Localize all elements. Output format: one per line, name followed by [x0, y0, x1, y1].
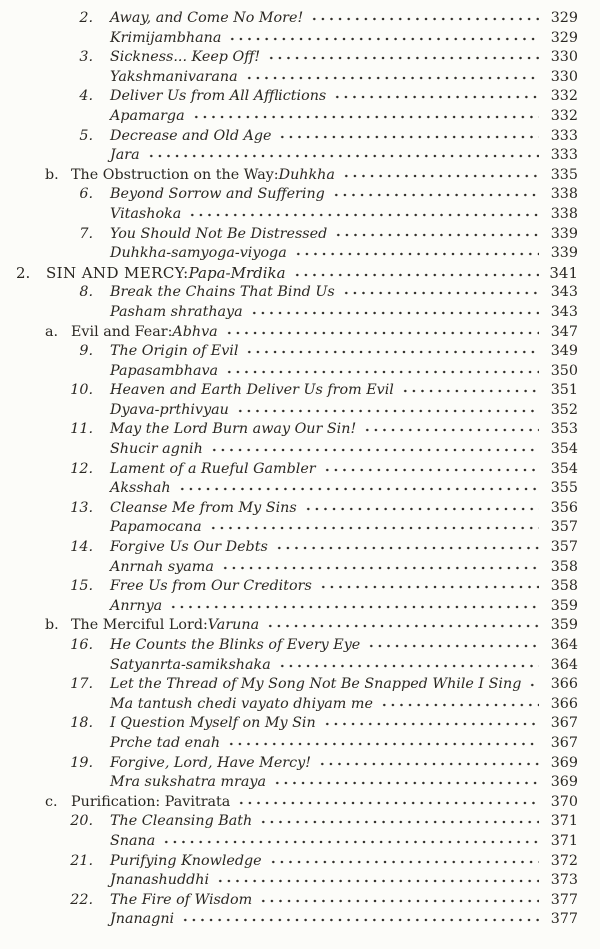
dot-leader — [225, 323, 539, 336]
entry-marker: 13. — [70, 499, 93, 516]
dot-leader — [209, 518, 539, 531]
entry-title-italic: Pasham shrathaya — [110, 303, 243, 320]
toc-row-subtitle — [16, 205, 578, 225]
toc-row-subtitle — [16, 107, 578, 127]
dot-leader — [278, 127, 539, 140]
entry-marker: 8. — [79, 284, 93, 301]
entry-title-italic: Deliver Us from All Afflictions — [110, 88, 327, 105]
entry-page-number: 364 — [550, 656, 578, 673]
entry-marker: 18. — [70, 715, 93, 732]
dot-leader — [192, 107, 539, 120]
dot-leader — [269, 852, 539, 865]
entry-page-number: 332 — [550, 107, 578, 124]
entry-title-italic: Purifying Knowledge — [110, 852, 262, 869]
dot-leader — [293, 265, 539, 278]
entry-marker: 5. — [79, 127, 93, 144]
entry-title-italic: Dyava-prthivyau — [110, 401, 229, 418]
entry-title-italic: Aksshah — [110, 480, 171, 497]
toc-row-hymn — [16, 891, 578, 911]
entry-marker: 7. — [79, 225, 93, 242]
toc-row-subtitle — [16, 734, 578, 754]
entry-page-number: 338 — [550, 205, 578, 222]
dot-leader — [216, 871, 539, 884]
entry-title-italic: Anrnah syama — [110, 558, 214, 575]
toc-row-subtitle — [16, 68, 578, 88]
dot-leader — [380, 695, 539, 708]
dot-leader — [342, 166, 539, 179]
entry-marker: 3. — [79, 49, 93, 66]
dot-leader — [367, 636, 539, 649]
entry-title-italic: Papasambhava — [110, 362, 219, 379]
dot-leader — [363, 420, 539, 433]
toc-row-hymn — [16, 185, 578, 205]
dot-leader — [334, 225, 539, 238]
entry-title-italic: The Cleansing Bath — [110, 813, 253, 830]
entry-page-number: 357 — [550, 519, 578, 536]
entry-title-italic: Anrnya — [110, 597, 163, 614]
toc-row-subtitle — [16, 244, 578, 264]
entry-marker: 4. — [79, 88, 93, 105]
entry-page-number: 329 — [550, 10, 578, 26]
toc-row-chapter — [16, 264, 578, 284]
entry-title-italic: Forgive, Lord, Have Mercy! — [110, 754, 311, 771]
entry-title-italic: Vitashoka — [110, 205, 182, 222]
entry-title-italic: Lament of a Rueful Gambler — [110, 460, 316, 477]
dot-leader — [259, 891, 539, 904]
entry-title-italic: Yakshmanivarana — [110, 68, 238, 85]
entry-page-number: 339 — [550, 245, 578, 262]
entry-page-number: 338 — [550, 186, 578, 203]
toc-row-hymn — [16, 283, 578, 303]
entry-marker: 2. — [79, 10, 93, 26]
entry-marker: 11. — [70, 421, 93, 438]
entry-title-italic: Krimijambhana — [110, 29, 222, 46]
entry-marker: 2. — [16, 263, 31, 282]
toc-row-hymn — [16, 577, 578, 597]
entry-title-italic: Satyanrta-samikshaka — [110, 656, 271, 673]
entry-page-number: 364 — [550, 637, 578, 653]
dot-leader — [318, 754, 539, 767]
dot-leader — [266, 616, 539, 629]
entry-page-number: 333 — [550, 147, 578, 164]
entry-marker: 6. — [79, 186, 93, 203]
entry-page-number: 351 — [550, 382, 578, 399]
entry-title-italic: Prche tad enah — [110, 734, 221, 751]
entry-marker: 20. — [70, 813, 93, 830]
entry-title-italic: Apamarga — [110, 107, 185, 124]
entry-marker: 12. — [70, 460, 93, 477]
entry-title-italic: Away, and Come No More! — [110, 10, 304, 26]
entry-marker: b. — [45, 617, 59, 634]
dot-leader — [228, 29, 539, 42]
entry-page-number: 354 — [550, 460, 578, 477]
dot-leader — [333, 87, 539, 100]
entry-title-italic: Break the Chains That Bind Us — [110, 284, 335, 301]
entry-marker: 15. — [70, 578, 93, 595]
toc-row-subtitle — [16, 440, 578, 460]
entry-title-italic: Mra sukshatra mraya — [110, 774, 266, 791]
entry-title-italic: Duhkha-samyoga-viyoga — [110, 245, 287, 262]
entry-title-italic: I Question Myself on My Sin — [110, 715, 316, 732]
entry-title-italic: Heaven and Earth Deliver Us from Evil — [110, 382, 394, 399]
dot-leader — [237, 793, 539, 806]
dot-leader — [294, 244, 539, 257]
dot-leader — [278, 656, 539, 669]
dot-leader — [227, 734, 539, 747]
entry-title-italic: Sickness... Keep Off! — [110, 49, 261, 66]
dot-leader — [225, 362, 539, 375]
toc-row-hymn — [16, 127, 578, 147]
entry-title-italic: Duhkha — [278, 166, 335, 183]
entry-page-number: 359 — [550, 597, 578, 614]
dot-leader — [178, 479, 539, 492]
toc-row-hymn — [16, 812, 578, 832]
entry-title-roman: Purification: Pavitrata — [71, 793, 231, 810]
entry-title-italic: Ma tantush chedi vayato dhiyam me — [110, 695, 373, 712]
entry-title-italic: Snana — [110, 832, 156, 849]
entry-marker: 16. — [70, 637, 93, 653]
entry-page-number: 359 — [550, 617, 578, 634]
dot-leader — [332, 185, 539, 198]
entry-page-number: 335 — [550, 166, 578, 183]
toc-row-hymn — [16, 420, 578, 440]
entry-marker: b. — [45, 166, 59, 183]
dot-leader — [169, 597, 539, 610]
toc-row-subtitle — [16, 832, 578, 852]
dot-leader — [401, 381, 539, 394]
toc-row-section — [16, 323, 578, 343]
entry-page-number: 347 — [550, 323, 578, 340]
toc-row-hymn — [16, 499, 578, 519]
toc-row-subtitle — [16, 871, 578, 891]
dot-leader — [162, 832, 539, 845]
entry-page-number: 377 — [550, 891, 578, 908]
dot-leader — [259, 812, 539, 825]
toc-row-hymn — [16, 675, 578, 695]
entry-marker: 10. — [70, 382, 93, 399]
entry-page-number: 330 — [550, 49, 578, 66]
entry-page-number: 350 — [550, 362, 578, 379]
toc-row-subtitle — [16, 29, 578, 49]
entry-page-number: 372 — [550, 852, 578, 869]
toc-row-subtitle — [16, 518, 578, 538]
entry-title-italic: Varuna — [207, 617, 260, 634]
toc-row-hymn — [16, 342, 578, 362]
entry-page-number: 330 — [550, 68, 578, 85]
entry-title-italic: Jnanashuddhi — [110, 872, 210, 889]
dot-leader — [528, 675, 539, 688]
dot-leader — [323, 460, 539, 473]
entry-page-number: 357 — [550, 539, 578, 556]
entry-page-number: 367 — [550, 715, 578, 732]
entry-title-italic: Papamocana — [110, 519, 202, 536]
entry-title-italic: Decrease and Old Age — [110, 127, 272, 144]
dot-leader — [245, 342, 539, 355]
entry-page-number: 371 — [550, 832, 578, 849]
entry-page-number: 366 — [550, 676, 578, 693]
entry-page-number: 354 — [550, 441, 578, 458]
toc-row-hymn — [16, 636, 578, 656]
entry-title-italic: Let the Thread of My Song Not Be Snapped While I Sing — [110, 676, 522, 693]
toc-row-hymn — [16, 714, 578, 734]
toc-row-subtitle — [16, 401, 578, 421]
toc-row-section — [16, 166, 578, 186]
entry-marker: 19. — [70, 754, 93, 771]
entry-page-number: 366 — [550, 695, 578, 712]
dot-leader — [275, 538, 539, 551]
dot-leader — [236, 401, 539, 414]
entry-marker: a. — [45, 323, 59, 340]
entry-title-italic: He Counts the Blinks of Every Eye — [110, 637, 361, 653]
toc-row-subtitle — [16, 910, 578, 930]
dot-leader — [342, 283, 539, 296]
entry-title-italic: Shucir agnih — [110, 441, 203, 458]
entry-page-number: 358 — [550, 558, 578, 575]
entry-page-number: 343 — [550, 284, 578, 301]
toc-row-hymn — [16, 225, 578, 245]
entry-page-number: 370 — [550, 793, 578, 810]
entry-page-number: 352 — [550, 401, 578, 418]
entry-page-number: 358 — [550, 578, 578, 595]
entry-page-number: 332 — [550, 88, 578, 105]
entry-title-roman: The Merciful Lord: — [71, 617, 208, 634]
dot-leader — [310, 9, 539, 22]
entry-title-italic: The Origin of Evil — [110, 343, 239, 360]
toc-row-hymn — [16, 852, 578, 872]
toc-row-hymn — [16, 460, 578, 480]
entry-title-italic: Beyond Sorrow and Suffering — [110, 186, 325, 203]
entry-title-italic: Cleanse Me from My Sins — [110, 499, 297, 516]
entry-marker: c. — [45, 793, 58, 810]
entry-title-roman: The Obstruction on the Way: — [71, 166, 279, 183]
entry-title-italic: Papa-Mrdika — [188, 263, 286, 282]
dot-leader — [250, 303, 539, 316]
toc-row-subtitle — [16, 656, 578, 676]
entry-title-italic: May the Lord Burn away Our Sin! — [110, 421, 357, 438]
entry-page-number: 329 — [550, 29, 578, 46]
toc-row-hymn — [16, 538, 578, 558]
entry-page-number: 333 — [550, 127, 578, 144]
entry-page-number: 356 — [550, 499, 578, 516]
dot-leader — [188, 205, 539, 218]
dot-leader — [304, 499, 539, 512]
toc-row-hymn — [16, 9, 578, 29]
dot-leader — [267, 48, 539, 61]
toc-row-subtitle — [16, 597, 578, 617]
entry-page-number: 355 — [550, 480, 578, 497]
dot-leader — [147, 146, 539, 159]
entry-title-italic: Forgive Us Our Debts — [110, 539, 268, 556]
entry-page-number: 341 — [549, 263, 578, 282]
toc-row-hymn — [16, 381, 578, 401]
entry-page-number: 367 — [550, 734, 578, 751]
entry-title-italic: Jara — [110, 147, 140, 164]
entry-title-roman: Evil and Fear: — [71, 323, 173, 340]
entry-page-number: 369 — [550, 754, 578, 771]
toc-row-hymn — [16, 754, 578, 774]
dot-leader — [181, 910, 539, 923]
toc-row-subtitle — [16, 146, 578, 166]
entry-title-italic: Free Us from Our Creditors — [110, 578, 312, 595]
entry-marker: 17. — [70, 676, 93, 693]
dot-leader — [210, 440, 539, 453]
toc-row-hymn — [16, 87, 578, 107]
entry-page-number: 369 — [550, 774, 578, 791]
entry-page-number: 353 — [550, 421, 578, 438]
toc-row-section — [16, 616, 578, 636]
dot-leader — [245, 68, 539, 81]
dot-leader — [319, 577, 539, 590]
entry-title-italic: You Should Not Be Distressed — [110, 225, 328, 242]
entry-page-number: 371 — [550, 813, 578, 830]
entry-title-italic: Abhva — [172, 323, 218, 340]
toc-row-subtitle — [16, 695, 578, 715]
entry-marker: 22. — [70, 891, 93, 908]
entry-title-italic: Jnanagni — [110, 911, 175, 928]
entry-page-number: 349 — [550, 343, 578, 360]
toc-row-subtitle — [16, 773, 578, 793]
toc-row-subtitle — [16, 558, 578, 578]
entry-marker: 21. — [70, 852, 93, 869]
entry-marker: 9. — [79, 343, 93, 360]
dot-leader — [273, 773, 539, 786]
entry-marker: 14. — [70, 539, 93, 556]
entry-page-number: 373 — [550, 872, 578, 889]
table-of-contents — [16, 9, 578, 930]
toc-row-hymn — [16, 48, 578, 68]
dot-leader — [221, 558, 539, 571]
entry-page-number: 339 — [550, 225, 578, 242]
entry-title-italic: The Fire of Wisdom — [110, 891, 253, 908]
toc-row-section — [16, 793, 578, 813]
toc-row-subtitle — [16, 303, 578, 323]
entry-page-number: 343 — [550, 303, 578, 320]
dot-leader — [323, 714, 539, 727]
entry-title-roman: SIN AND MERCY: — [46, 263, 189, 282]
toc-row-subtitle — [16, 479, 578, 499]
entry-page-number: 377 — [550, 911, 578, 928]
toc-row-subtitle — [16, 362, 578, 382]
